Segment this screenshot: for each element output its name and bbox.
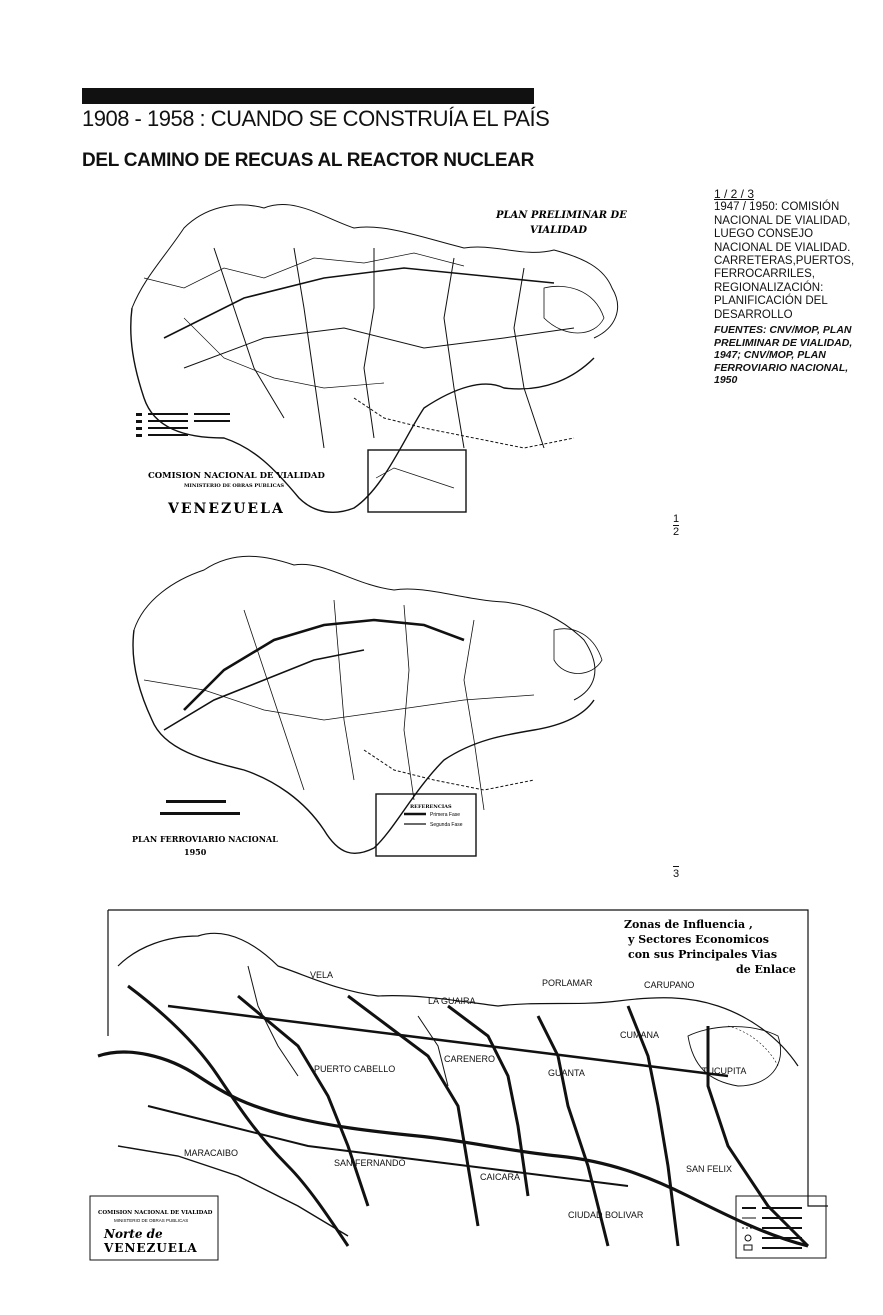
map1-legend-swatch — [136, 434, 142, 437]
map1-delta — [544, 286, 604, 333]
map2-coastline — [134, 556, 595, 700]
map1-drawing — [124, 188, 644, 518]
map1-legend-text — [194, 420, 230, 422]
caption-text: 1947 / 1950: COMISIÓN NACIONAL DE VIALIDAD, LUEGO CONSEJO NACIONAL DE VIALIDAD. CARRETERAS,PUERTOS, FERROCARRILES, REGIONALIZACIÓN: PLANIFICACIÓN DEL DESARROLLO — [714, 201, 855, 321]
map2-scale-bar — [160, 812, 240, 815]
map2-drawing — [124, 530, 644, 860]
city-ciudad-bolivar: CIUDAD BOLIVAR — [568, 1210, 644, 1220]
map3-legend-text — [762, 1227, 802, 1229]
map1-title-line1: PLAN PRELIMINAR DE — [496, 210, 627, 221]
city-maracaibo: MARACAIBO — [184, 1148, 239, 1158]
city-la-guaira: LA GUAIRA — [428, 996, 476, 1006]
caption-sources: FUENTES: CNV/MOP, PLAN PRELIMINAR DE VIALIDAD, 1947; CNV/MOP, PLAN FERROVIARIO NACIONAL, 1950 — [714, 324, 853, 387]
city-san-felix: SAN FELIX — [686, 1164, 733, 1174]
map1-legend-swatch — [136, 420, 142, 423]
map3-legend-text — [762, 1207, 802, 1209]
map1-ministry: MINISTERIO DE OBRAS PUBLICAS — [184, 483, 285, 489]
map1-legend-text — [148, 420, 188, 422]
map2-legend-phase1: Primera Fase — [430, 812, 461, 818]
figure-number-1-2 — [673, 513, 679, 538]
map2-border — [133, 630, 594, 853]
map2-scale-bar — [166, 800, 226, 803]
map1-country: VENEZUELA — [168, 501, 285, 517]
map3-legend-symbol — [744, 1245, 752, 1250]
map1-road — [214, 248, 284, 418]
map1-road — [364, 248, 374, 438]
city-puerto-cabello: PUERTO CABELLO — [314, 1064, 396, 1074]
city-cumana: CUMANA — [620, 1030, 660, 1040]
map3-drawing — [88, 906, 828, 1262]
map1-legend-swatch — [136, 413, 142, 416]
map2-legend-phase2: Segunda Fase — [430, 822, 463, 828]
map-plan-preliminar-vialidad — [124, 188, 644, 518]
figure-number-3: 3 — [673, 868, 680, 880]
map1-legend-text — [148, 434, 188, 436]
map2-road — [464, 620, 484, 810]
map2-title: PLAN FERROVIARIO NACIONAL — [132, 834, 278, 844]
map3-title-line1: Zonas de Influencia , — [624, 918, 753, 931]
city-porlamar: PORLAMAR — [542, 978, 593, 988]
map2-road — [144, 680, 534, 720]
city-carupano: CARUPANO — [644, 980, 695, 990]
map1-road — [294, 248, 324, 448]
map3-legend-text — [762, 1237, 802, 1239]
caption-figure-numbers: 1 / 2 / 3 — [714, 187, 755, 201]
figure-number-1: 1 — [673, 513, 680, 525]
city-san-fernando: SAN FERNANDO — [334, 1158, 406, 1168]
map3-ministry: MINISTERIO DE OBRAS PUBLICAS — [114, 1218, 189, 1223]
page-subtitle: DEL CAMINO DE RECUAS AL REACTOR NUCLEAR — [82, 150, 535, 171]
map2-railway-phase1 — [184, 620, 464, 710]
map1-title-line2: VIALIDAD — [530, 225, 588, 236]
city-guanta: GUANTA — [548, 1068, 585, 1078]
map3-name-line2: VENEZUELA — [104, 1241, 198, 1255]
city-carenero: CARENERO — [444, 1054, 496, 1064]
map1-road — [184, 318, 384, 388]
city-vela: VELA — [310, 970, 334, 980]
map3-road — [148, 1106, 628, 1186]
map2-railway-phase2 — [164, 650, 364, 730]
map2-road — [404, 605, 414, 800]
caption-sidebar — [714, 188, 864, 387]
map-zonas-de-influencia — [88, 906, 828, 1262]
map2-road — [244, 610, 304, 790]
map1-legend-text — [148, 413, 188, 415]
map3-delta-hatch — [728, 1026, 778, 1066]
map1-legend-text — [194, 413, 230, 415]
map2-road — [334, 600, 354, 780]
map1-legend-text — [148, 427, 188, 429]
map1-inset — [368, 450, 466, 512]
map1-road-main — [164, 268, 554, 338]
city-tucupita: TUCUPITA — [702, 1066, 747, 1076]
map1-border — [131, 308, 594, 512]
map3-title-line2: y Sectores Economicos — [628, 933, 769, 946]
map3-road-main — [168, 1006, 728, 1076]
map1-road — [444, 258, 464, 448]
map3-legend-text — [762, 1217, 802, 1219]
map3-title-line4: de Enlace — [736, 963, 796, 976]
map-plan-ferroviario-nacional — [124, 530, 644, 860]
map3-legend-text — [762, 1247, 802, 1249]
map3-legend-symbol — [745, 1235, 751, 1241]
map1-agency: COMISION NACIONAL DE VIALIDAD — [148, 471, 325, 481]
map2-legend-title: REFERENCIAS — [410, 804, 452, 810]
map2-year: 1950 — [184, 847, 207, 857]
header-rule — [82, 88, 534, 104]
map3-name-line1: Norte de — [104, 1227, 163, 1241]
map1-legend-swatch — [136, 427, 142, 430]
city-caicara: CAICARA — [480, 1172, 521, 1182]
map3-delta — [688, 1027, 781, 1086]
page-title: 1908 - 1958 : CUANDO SE CONSTRUÍA EL PAÍS — [82, 106, 550, 131]
map3-title-line3: con sus Principales Vias — [628, 948, 778, 961]
figure-number-2: 2 — [673, 526, 680, 538]
map1-road — [514, 268, 544, 448]
map3-agency: COMISION NACIONAL DE VIALIDAD — [98, 1210, 213, 1216]
